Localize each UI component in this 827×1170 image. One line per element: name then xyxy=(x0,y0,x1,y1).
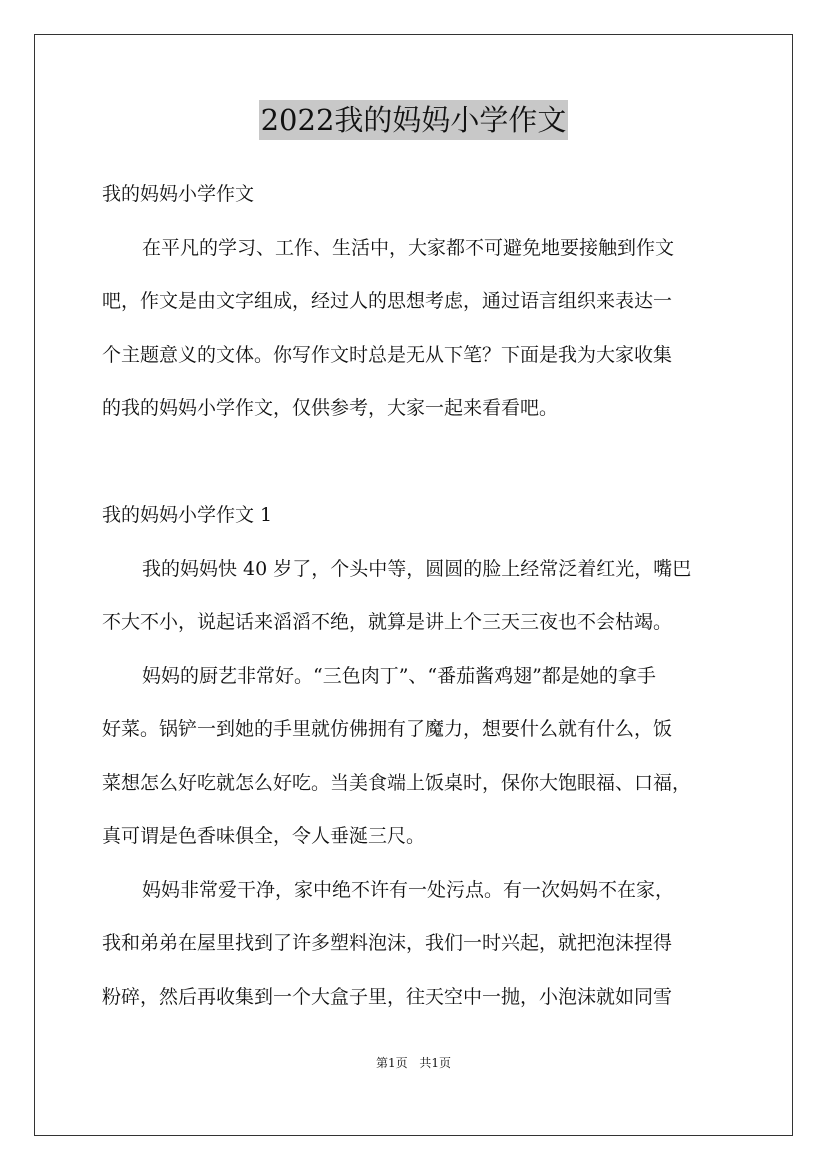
intro-heading: 我的妈妈小学作文 xyxy=(102,183,255,205)
paragraph-line: 真可谓是色香味俱全，令人垂涎三尺。 xyxy=(102,825,426,847)
page-number: 第1页 xyxy=(375,1056,408,1070)
document-title: 2022我的妈妈小学作文 xyxy=(259,100,569,140)
section-heading: 我的妈妈小学作文 1 xyxy=(102,504,273,526)
paragraph-line: 好菜。锅铲一到她的手里就仿佛拥有了魔力，想要什么就有什么，饭 xyxy=(102,718,673,740)
paragraph-line: 不大不小，说起话来滔滔不绝，就算是讲上个三天三夜也不会枯竭。 xyxy=(102,611,673,633)
paragraph-line: 妈妈非常爱干净，家中绝不许有一处污点。有一次妈妈不在家， xyxy=(142,878,675,901)
paragraph-line: 我的妈妈快 40 岁了，个头中等，圆圆的脸上经常泛着红光，嘴巴 xyxy=(142,557,692,580)
page-total: 共1页 xyxy=(419,1056,452,1070)
title-wrap xyxy=(0,100,827,140)
blank-line xyxy=(102,444,740,498)
intro-line: 个主题意义的文体。你写作文时总是无从下笔？下面是我为大家收集 xyxy=(102,343,673,366)
intro-line: 吧，作文是由文字组成，经过人的思想考虑，通过语言组织来表达一 xyxy=(102,290,673,312)
paragraph-line: 我和弟弟在屋里找到了许多塑料泡沫，我们一时兴起，就把泡沫捏得 xyxy=(102,932,673,954)
intro-line: 在平凡的学习、工作、生活中，大家都不可避免地要接触到作文 xyxy=(142,236,675,259)
paragraph-line: 粉碎，然后再收集到一个大盒子里，往天空中一抛，小泡沫就如同雪 xyxy=(102,985,673,1008)
page-footer xyxy=(0,1054,827,1071)
document-body xyxy=(102,176,740,1032)
intro-line: 的我的妈妈小学作文，仅供参考，大家一起来看看吧。 xyxy=(102,397,559,419)
paragraph-line: 妈妈的厨艺非常好。“三色肉丁”、“番茄酱鸡翅”都是她的拿手 xyxy=(142,664,656,687)
paragraph-line: 菜想怎么好吃就怎么好吃。当美食端上饭桌时，保你大饱眼福、口福， xyxy=(102,771,692,794)
